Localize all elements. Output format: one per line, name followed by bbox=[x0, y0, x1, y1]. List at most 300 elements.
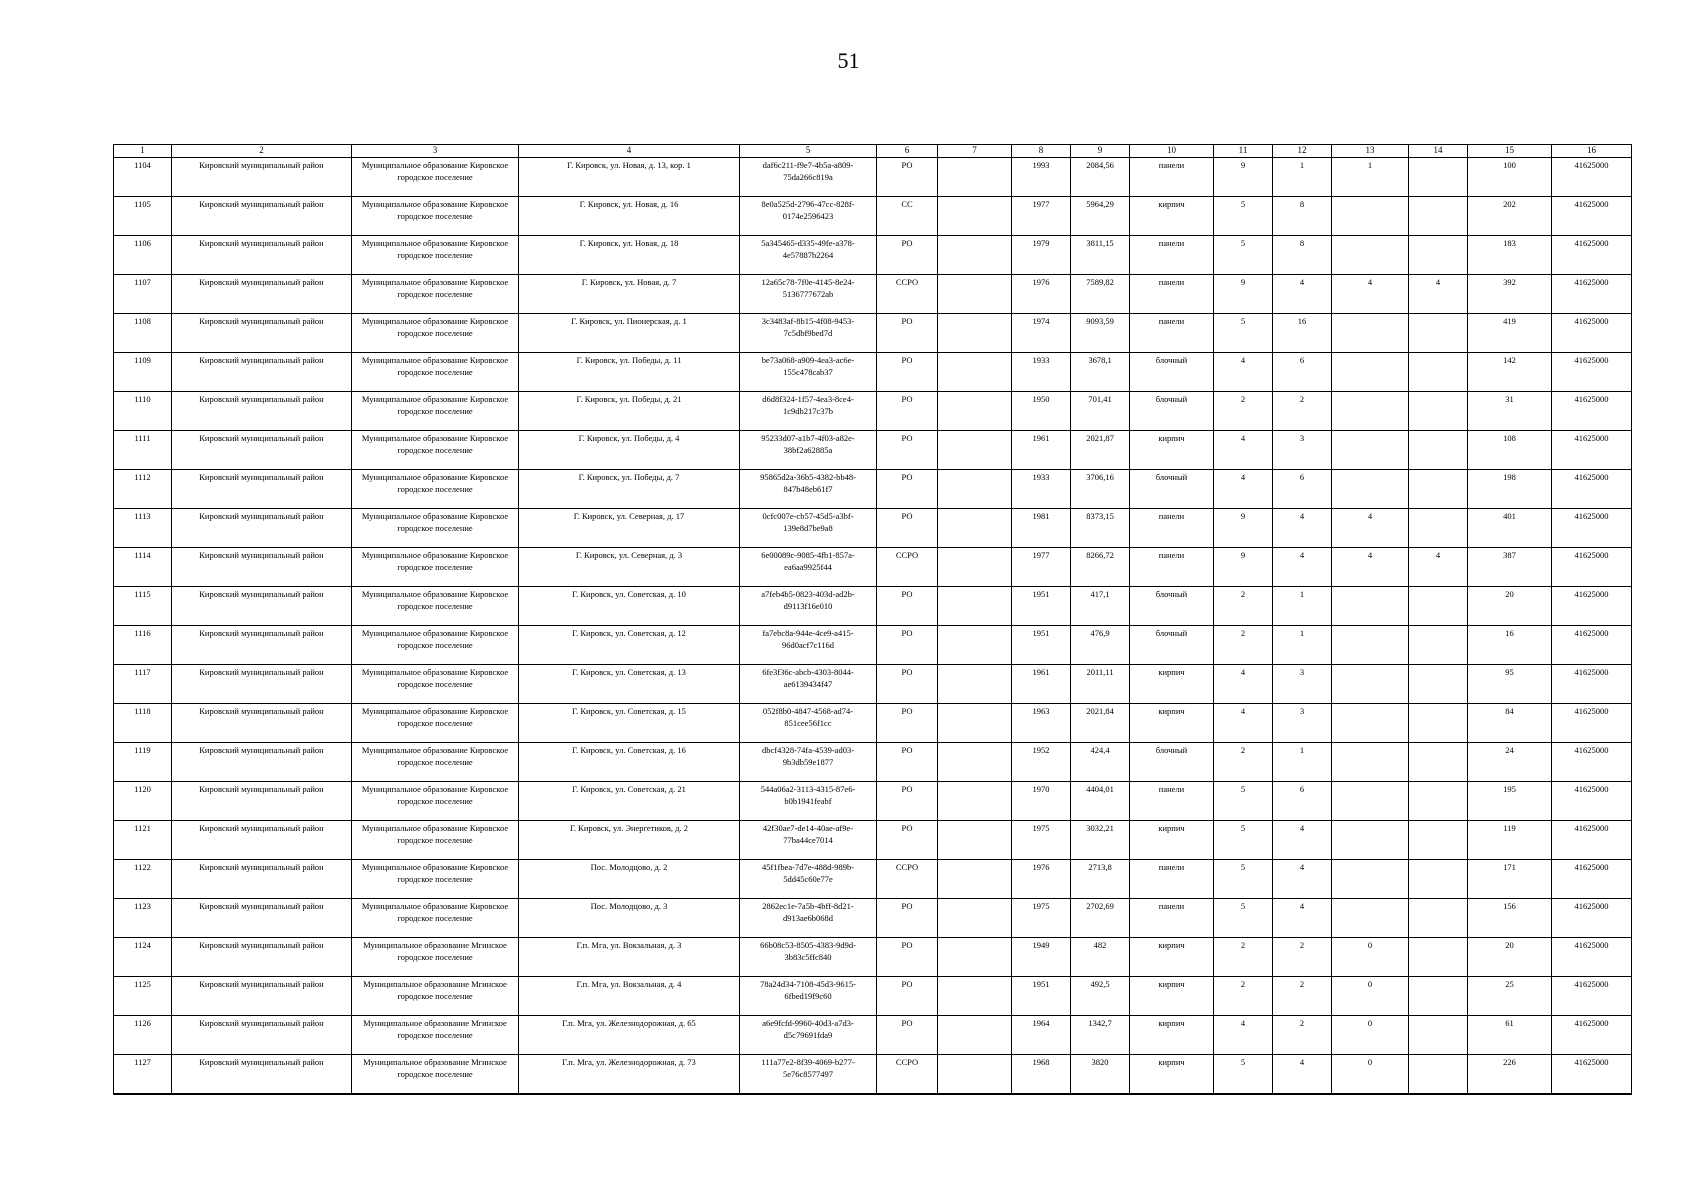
table-cell-col-11: 4 bbox=[1214, 1016, 1273, 1055]
table-cell-col-2: Кировский муниципальный район bbox=[172, 392, 352, 431]
table-cell-col-2: Кировский муниципальный район bbox=[172, 275, 352, 314]
table-cell-col-3: Муниципальное образование Кировское городское поселение bbox=[352, 431, 519, 470]
table-cell-col-7 bbox=[938, 509, 1012, 548]
table-cell-col-16: 41625000 bbox=[1552, 314, 1632, 353]
table-cell-col-13: 4 bbox=[1332, 275, 1409, 314]
table-cell-col-10: кирпич bbox=[1130, 197, 1214, 236]
table-cell-col-13 bbox=[1332, 743, 1409, 782]
table-row bbox=[114, 821, 1632, 860]
table-cell-col-15: 156 bbox=[1468, 899, 1552, 938]
table-cell-col-3: Муниципальное образование Кировское городское поселение bbox=[352, 860, 519, 899]
table-cell-col-7 bbox=[938, 587, 1012, 626]
table-cell-col-5: d6d8f324-1f57-4ea3-8ce4-1c9db217c37b bbox=[740, 392, 877, 431]
table-cell-col-4: Г. Кировск, ул. Новая, д. 7 bbox=[519, 275, 740, 314]
table-cell-col-1: 1116 bbox=[114, 626, 172, 665]
table-row bbox=[114, 275, 1632, 314]
table-cell-col-5: be73a068-a909-4ea3-ac6e-155c478cab37 bbox=[740, 353, 877, 392]
table-cell-col-9: 5964,29 bbox=[1071, 197, 1130, 236]
table-cell-col-13 bbox=[1332, 626, 1409, 665]
table-cell-col-7 bbox=[938, 353, 1012, 392]
table-row bbox=[114, 470, 1632, 509]
table-cell-col-2: Кировский муниципальный район bbox=[172, 548, 352, 587]
table-cell-col-9: 701,41 bbox=[1071, 392, 1130, 431]
table-cell-col-5: 95233d07-a1b7-4f03-a82e-38bf2a62885a bbox=[740, 431, 877, 470]
table-cell-col-12: 4 bbox=[1273, 899, 1332, 938]
table-cell-col-8: 1993 bbox=[1012, 158, 1071, 197]
table-cell-col-1: 1117 bbox=[114, 665, 172, 704]
column-header-15: 15 bbox=[1468, 145, 1552, 158]
table-cell-col-6: РО bbox=[877, 821, 938, 860]
table-cell-col-5: daf6c211-f9e7-4b5a-a809-75da266c819a bbox=[740, 158, 877, 197]
table-cell-col-12: 1 bbox=[1273, 158, 1332, 197]
table-cell-col-2: Кировский муниципальный район bbox=[172, 704, 352, 743]
table-cell-col-16: 41625000 bbox=[1552, 938, 1632, 977]
table-cell-col-13: 0 bbox=[1332, 938, 1409, 977]
table-row bbox=[114, 860, 1632, 899]
table-cell-col-11: 9 bbox=[1214, 509, 1273, 548]
table-cell-col-9: 4404,01 bbox=[1071, 782, 1130, 821]
table-cell-col-4: Г. Кировск, ул. Советская, д. 10 bbox=[519, 587, 740, 626]
table-cell-col-7 bbox=[938, 977, 1012, 1016]
table-cell-col-11: 4 bbox=[1214, 431, 1273, 470]
table-cell-col-5: 6e00089c-9085-4fb1-857a-ea6aa9925f44 bbox=[740, 548, 877, 587]
table-cell-col-1: 1115 bbox=[114, 587, 172, 626]
table-cell-col-12: 4 bbox=[1273, 860, 1332, 899]
table-cell-col-3: Муниципальное образование Кировское городское поселение bbox=[352, 548, 519, 587]
table-cell-col-2: Кировский муниципальный район bbox=[172, 197, 352, 236]
table-cell-col-16: 41625000 bbox=[1552, 548, 1632, 587]
table-cell-col-13 bbox=[1332, 704, 1409, 743]
table-cell-col-15: 119 bbox=[1468, 821, 1552, 860]
table-cell-col-3: Муниципальное образование Кировское городское поселение bbox=[352, 314, 519, 353]
table-row bbox=[114, 938, 1632, 977]
table-body bbox=[114, 158, 1632, 1095]
table-cell-col-2: Кировский муниципальный район bbox=[172, 860, 352, 899]
table-cell-col-1: 1124 bbox=[114, 938, 172, 977]
table-cell-col-4: Пос. Молодцово, д. 2 bbox=[519, 860, 740, 899]
table-cell-col-14 bbox=[1409, 743, 1468, 782]
table-cell-col-3: Муниципальное образование Мгинское городское поселение bbox=[352, 1055, 519, 1095]
table-cell-col-4: Г. Кировск, ул. Советская, д. 12 bbox=[519, 626, 740, 665]
table-row bbox=[114, 314, 1632, 353]
table-cell-col-3: Муниципальное образование Кировское городское поселение bbox=[352, 275, 519, 314]
table-cell-col-12: 2 bbox=[1273, 392, 1332, 431]
table-cell-col-10: блочный bbox=[1130, 587, 1214, 626]
table-cell-col-4: Г. Кировск, ул. Новая, д. 16 bbox=[519, 197, 740, 236]
table-row bbox=[114, 431, 1632, 470]
table-row bbox=[114, 782, 1632, 821]
table-cell-col-15: 419 bbox=[1468, 314, 1552, 353]
table-cell-col-11: 2 bbox=[1214, 977, 1273, 1016]
table-cell-col-10: панели bbox=[1130, 158, 1214, 197]
table-cell-col-1: 1111 bbox=[114, 431, 172, 470]
table-cell-col-14 bbox=[1409, 314, 1468, 353]
table-cell-col-16: 41625000 bbox=[1552, 470, 1632, 509]
table-cell-col-8: 1961 bbox=[1012, 665, 1071, 704]
table-cell-col-4: Г.п. Мга, ул. Вокзальная, д. 3 bbox=[519, 938, 740, 977]
table-cell-col-7 bbox=[938, 314, 1012, 353]
table-cell-col-15: 24 bbox=[1468, 743, 1552, 782]
table-cell-col-16: 41625000 bbox=[1552, 860, 1632, 899]
table-cell-col-3: Муниципальное образование Кировское городское поселение bbox=[352, 392, 519, 431]
table-cell-col-12: 6 bbox=[1273, 470, 1332, 509]
table-cell-col-13: 0 bbox=[1332, 1016, 1409, 1055]
table-cell-col-4: Г. Кировск, ул. Советская, д. 16 bbox=[519, 743, 740, 782]
table-cell-col-5: a7feb4b5-0823-403d-ad2b-d9113f16e010 bbox=[740, 587, 877, 626]
table-cell-col-4: Г. Кировск, ул. Северная, д. 3 bbox=[519, 548, 740, 587]
table-cell-col-11: 5 bbox=[1214, 314, 1273, 353]
table-header-row bbox=[114, 145, 1632, 158]
table-cell-col-2: Кировский муниципальный район bbox=[172, 509, 352, 548]
table-row bbox=[114, 1016, 1632, 1055]
table-cell-col-6: ССРО bbox=[877, 275, 938, 314]
table-cell-col-4: Г. Кировск, ул. Советская, д. 21 bbox=[519, 782, 740, 821]
table-cell-col-10: кирпич bbox=[1130, 665, 1214, 704]
table-cell-col-10: блочный bbox=[1130, 626, 1214, 665]
column-header-1: 1 bbox=[114, 145, 172, 158]
table-cell-col-11: 5 bbox=[1214, 236, 1273, 275]
table-cell-col-14: 4 bbox=[1409, 275, 1468, 314]
table-cell-col-1: 1109 bbox=[114, 353, 172, 392]
table-cell-col-16: 41625000 bbox=[1552, 626, 1632, 665]
table-cell-col-5: 052f8b0-4847-4568-ad74-851cee56f1cc bbox=[740, 704, 877, 743]
table-cell-col-2: Кировский муниципальный район bbox=[172, 665, 352, 704]
table-cell-col-11: 2 bbox=[1214, 938, 1273, 977]
table-cell-col-6: РО bbox=[877, 665, 938, 704]
table-cell-col-2: Кировский муниципальный район bbox=[172, 899, 352, 938]
table-cell-col-2: Кировский муниципальный район bbox=[172, 431, 352, 470]
table-cell-col-12: 4 bbox=[1273, 509, 1332, 548]
table-cell-col-16: 41625000 bbox=[1552, 1055, 1632, 1095]
table-cell-col-7 bbox=[938, 899, 1012, 938]
table-row bbox=[114, 197, 1632, 236]
table-cell-col-13 bbox=[1332, 665, 1409, 704]
table-cell-col-15: 401 bbox=[1468, 509, 1552, 548]
table-cell-col-10: блочный bbox=[1130, 470, 1214, 509]
table-cell-col-6: РО bbox=[877, 392, 938, 431]
table-cell-col-7 bbox=[938, 626, 1012, 665]
table-cell-col-9: 1342,7 bbox=[1071, 1016, 1130, 1055]
table-cell-col-14 bbox=[1409, 587, 1468, 626]
table-cell-col-13 bbox=[1332, 821, 1409, 860]
table-cell-col-8: 1977 bbox=[1012, 197, 1071, 236]
table-cell-col-15: 226 bbox=[1468, 1055, 1552, 1095]
table-cell-col-9: 2021,84 bbox=[1071, 704, 1130, 743]
table-cell-col-1: 1119 bbox=[114, 743, 172, 782]
table-cell-col-11: 9 bbox=[1214, 158, 1273, 197]
table-cell-col-10: панели bbox=[1130, 275, 1214, 314]
table-cell-col-11: 2 bbox=[1214, 743, 1273, 782]
table-cell-col-5: 95865d2a-36b5-4382-bb48-847b48eb61f7 bbox=[740, 470, 877, 509]
table-cell-col-14 bbox=[1409, 1055, 1468, 1095]
table-cell-col-12: 4 bbox=[1273, 275, 1332, 314]
table-cell-col-8: 1977 bbox=[1012, 548, 1071, 587]
table-cell-col-6: РО bbox=[877, 236, 938, 275]
table-cell-col-9: 2084,56 bbox=[1071, 158, 1130, 197]
table-cell-col-7 bbox=[938, 548, 1012, 587]
table-cell-col-9: 2713,8 bbox=[1071, 860, 1130, 899]
table-cell-col-1: 1120 bbox=[114, 782, 172, 821]
table-cell-col-9: 8266,72 bbox=[1071, 548, 1130, 587]
table-row bbox=[114, 743, 1632, 782]
table-cell-col-9: 3811,15 bbox=[1071, 236, 1130, 275]
table-row bbox=[114, 704, 1632, 743]
table-cell-col-8: 1950 bbox=[1012, 392, 1071, 431]
table-cell-col-6: ССРО bbox=[877, 548, 938, 587]
table-cell-col-5: dbcf4328-74fa-4539-ad03-9b3db59e1877 bbox=[740, 743, 877, 782]
table-cell-col-3: Муниципальное образование Кировское городское поселение bbox=[352, 899, 519, 938]
table-cell-col-7 bbox=[938, 1016, 1012, 1055]
table-cell-col-13: 0 bbox=[1332, 977, 1409, 1016]
table-cell-col-7 bbox=[938, 431, 1012, 470]
table-row bbox=[114, 548, 1632, 587]
table-cell-col-10: кирпич bbox=[1130, 704, 1214, 743]
table-cell-col-5: 0cfc007e-cb57-45d5-a3bf-139e8d7be9a8 bbox=[740, 509, 877, 548]
table-cell-col-3: Муниципальное образование Кировское городское поселение bbox=[352, 704, 519, 743]
table-cell-col-14 bbox=[1409, 470, 1468, 509]
table-cell-col-3: Муниципальное образование Кировское городское поселение bbox=[352, 626, 519, 665]
table-cell-col-16: 41625000 bbox=[1552, 899, 1632, 938]
table-cell-col-16: 41625000 bbox=[1552, 743, 1632, 782]
table-cell-col-16: 41625000 bbox=[1552, 392, 1632, 431]
table-cell-col-14 bbox=[1409, 704, 1468, 743]
table-cell-col-6: РО bbox=[877, 704, 938, 743]
table-cell-col-9: 3678,1 bbox=[1071, 353, 1130, 392]
table-cell-col-4: Г. Кировск, ул. Новая, д. 18 bbox=[519, 236, 740, 275]
table-cell-col-1: 1121 bbox=[114, 821, 172, 860]
column-header-4: 4 bbox=[519, 145, 740, 158]
table-cell-col-2: Кировский муниципальный район bbox=[172, 353, 352, 392]
table-cell-col-8: 1951 bbox=[1012, 626, 1071, 665]
table-cell-col-13 bbox=[1332, 860, 1409, 899]
table-cell-col-1: 1113 bbox=[114, 509, 172, 548]
table-cell-col-13 bbox=[1332, 353, 1409, 392]
column-header-7: 7 bbox=[938, 145, 1012, 158]
table-cell-col-14 bbox=[1409, 899, 1468, 938]
table-cell-col-6: РО bbox=[877, 626, 938, 665]
table-cell-col-9: 2021,87 bbox=[1071, 431, 1130, 470]
table-cell-col-10: кирпич bbox=[1130, 938, 1214, 977]
table-cell-col-7 bbox=[938, 197, 1012, 236]
table-cell-col-13 bbox=[1332, 782, 1409, 821]
table-cell-col-13: 4 bbox=[1332, 548, 1409, 587]
table-cell-col-3: Муниципальное образование Кировское городское поселение bbox=[352, 158, 519, 197]
table-cell-col-5: 2862ec1e-7a5b-4bff-8d21-d913ae6b068d bbox=[740, 899, 877, 938]
table-cell-col-5: 5a345465-d335-49fe-a378-4e57887b2264 bbox=[740, 236, 877, 275]
table-cell-col-4: Г.п. Мга, ул. Железнодорожная, д. 65 bbox=[519, 1016, 740, 1055]
table-cell-col-4: Г. Кировск, ул. Пионерская, д. 1 bbox=[519, 314, 740, 353]
table-cell-col-13 bbox=[1332, 470, 1409, 509]
table-cell-col-16: 41625000 bbox=[1552, 197, 1632, 236]
table-cell-col-13 bbox=[1332, 314, 1409, 353]
table-cell-col-11: 9 bbox=[1214, 275, 1273, 314]
table-cell-col-12: 1 bbox=[1273, 587, 1332, 626]
table-cell-col-3: Муниципальное образование Кировское городское поселение bbox=[352, 665, 519, 704]
table-cell-col-15: 198 bbox=[1468, 470, 1552, 509]
table-cell-col-12: 2 bbox=[1273, 977, 1332, 1016]
table-cell-col-16: 41625000 bbox=[1552, 665, 1632, 704]
table-cell-col-6: РО bbox=[877, 314, 938, 353]
table-cell-col-16: 41625000 bbox=[1552, 236, 1632, 275]
table-cell-col-14 bbox=[1409, 197, 1468, 236]
table-cell-col-15: 142 bbox=[1468, 353, 1552, 392]
table-cell-col-2: Кировский муниципальный район bbox=[172, 236, 352, 275]
table-cell-col-1: 1118 bbox=[114, 704, 172, 743]
table-cell-col-8: 1975 bbox=[1012, 821, 1071, 860]
table-cell-col-11: 4 bbox=[1214, 704, 1273, 743]
table-cell-col-3: Муниципальное образование Кировское городское поселение bbox=[352, 509, 519, 548]
table-cell-col-13 bbox=[1332, 431, 1409, 470]
table-cell-col-10: кирпич bbox=[1130, 821, 1214, 860]
table-cell-col-2: Кировский муниципальный район bbox=[172, 1016, 352, 1055]
table-cell-col-6: РО bbox=[877, 431, 938, 470]
table-cell-col-7 bbox=[938, 470, 1012, 509]
table-cell-col-4: Г. Кировск, ул. Победы, д. 7 bbox=[519, 470, 740, 509]
table-cell-col-3: Муниципальное образование Кировское городское поселение bbox=[352, 197, 519, 236]
table-cell-col-5: a6e9fcfd-9960-40d3-a7d3-d5c79691fda9 bbox=[740, 1016, 877, 1055]
column-header-16: 16 bbox=[1552, 145, 1632, 158]
table-cell-col-16: 41625000 bbox=[1552, 782, 1632, 821]
page-number: 51 bbox=[837, 48, 860, 73]
table-cell-col-12: 1 bbox=[1273, 626, 1332, 665]
table-cell-col-3: Муниципальное образование Мгинское городское поселение bbox=[352, 977, 519, 1016]
table-cell-col-11: 5 bbox=[1214, 821, 1273, 860]
table-cell-col-14 bbox=[1409, 626, 1468, 665]
table-cell-col-1: 1110 bbox=[114, 392, 172, 431]
table-cell-col-10: панели bbox=[1130, 236, 1214, 275]
table-cell-col-1: 1105 bbox=[114, 197, 172, 236]
table-cell-col-11: 2 bbox=[1214, 392, 1273, 431]
table-cell-col-11: 4 bbox=[1214, 353, 1273, 392]
table-cell-col-1: 1123 bbox=[114, 899, 172, 938]
table-cell-col-5: 66b08c53-8505-4383-9d9d-3b83c5ffc840 bbox=[740, 938, 877, 977]
table-cell-col-14 bbox=[1409, 977, 1468, 1016]
table-cell-col-8: 1964 bbox=[1012, 1016, 1071, 1055]
table-cell-col-3: Муниципальное образование Мгинское городское поселение bbox=[352, 938, 519, 977]
table-cell-col-11: 5 bbox=[1214, 782, 1273, 821]
table-cell-col-8: 1975 bbox=[1012, 899, 1071, 938]
table-cell-col-14 bbox=[1409, 509, 1468, 548]
table-cell-col-9: 482 bbox=[1071, 938, 1130, 977]
table-cell-col-14 bbox=[1409, 431, 1468, 470]
table-cell-col-6: ССРО bbox=[877, 1055, 938, 1095]
table-cell-col-3: Муниципальное образование Кировское городское поселение bbox=[352, 470, 519, 509]
table-cell-col-1: 1122 bbox=[114, 860, 172, 899]
table-cell-col-8: 1968 bbox=[1012, 1055, 1071, 1095]
table-cell-col-6: РО bbox=[877, 158, 938, 197]
table-cell-col-10: кирпич bbox=[1130, 1016, 1214, 1055]
table-row bbox=[114, 1055, 1632, 1095]
table-cell-col-8: 1974 bbox=[1012, 314, 1071, 353]
table-cell-col-9: 7589,82 bbox=[1071, 275, 1130, 314]
table-cell-col-7 bbox=[938, 665, 1012, 704]
table-cell-col-6: СС bbox=[877, 197, 938, 236]
table-cell-col-16: 41625000 bbox=[1552, 509, 1632, 548]
table-cell-col-6: РО bbox=[877, 743, 938, 782]
column-header-14: 14 bbox=[1409, 145, 1468, 158]
table-cell-col-14 bbox=[1409, 782, 1468, 821]
table-cell-col-5: 6fe3f36c-abcb-4303-8044-ae6139434f47 bbox=[740, 665, 877, 704]
table-cell-col-15: 171 bbox=[1468, 860, 1552, 899]
table-cell-col-4: Г. Кировск, ул. Победы, д. 4 bbox=[519, 431, 740, 470]
table-cell-col-10: панели bbox=[1130, 782, 1214, 821]
table-cell-col-12: 4 bbox=[1273, 548, 1332, 587]
table-cell-col-12: 16 bbox=[1273, 314, 1332, 353]
table-cell-col-8: 1976 bbox=[1012, 860, 1071, 899]
column-header-2: 2 bbox=[172, 145, 352, 158]
table-cell-col-3: Муниципальное образование Мгинское городское поселение bbox=[352, 1016, 519, 1055]
table-cell-col-6: ССРО bbox=[877, 860, 938, 899]
table-cell-col-8: 1961 bbox=[1012, 431, 1071, 470]
table-cell-col-6: РО bbox=[877, 470, 938, 509]
table-cell-col-9: 8373,15 bbox=[1071, 509, 1130, 548]
table-cell-col-11: 2 bbox=[1214, 587, 1273, 626]
table-cell-col-6: РО bbox=[877, 353, 938, 392]
table-cell-col-13: 4 bbox=[1332, 509, 1409, 548]
table-row bbox=[114, 587, 1632, 626]
table-row bbox=[114, 236, 1632, 275]
table-cell-col-14 bbox=[1409, 158, 1468, 197]
table-cell-col-3: Муниципальное образование Кировское городское поселение bbox=[352, 821, 519, 860]
table-cell-col-11: 5 bbox=[1214, 1055, 1273, 1095]
table-cell-col-8: 1981 bbox=[1012, 509, 1071, 548]
table-cell-col-12: 4 bbox=[1273, 821, 1332, 860]
table-row bbox=[114, 899, 1632, 938]
table-cell-col-15: 202 bbox=[1468, 197, 1552, 236]
table-cell-col-15: 84 bbox=[1468, 704, 1552, 743]
table-cell-col-11: 9 bbox=[1214, 548, 1273, 587]
table-cell-col-4: Г. Кировск, ул. Советская, д. 15 bbox=[519, 704, 740, 743]
table-cell-col-9: 3032,21 bbox=[1071, 821, 1130, 860]
table-cell-col-5: 111a77e2-8f39-4069-b277-5e76c8577497 bbox=[740, 1055, 877, 1095]
table-cell-col-7 bbox=[938, 938, 1012, 977]
table-cell-col-10: панели bbox=[1130, 548, 1214, 587]
table-row bbox=[114, 509, 1632, 548]
table-cell-col-15: 387 bbox=[1468, 548, 1552, 587]
table-cell-col-7 bbox=[938, 704, 1012, 743]
table-cell-col-15: 31 bbox=[1468, 392, 1552, 431]
table-row bbox=[114, 665, 1632, 704]
table-cell-col-10: панели bbox=[1130, 509, 1214, 548]
table-cell-col-10: блочный bbox=[1130, 353, 1214, 392]
table-cell-col-16: 41625000 bbox=[1552, 1016, 1632, 1055]
table-cell-col-4: Г. Кировск, ул. Новая, д. 13, кор. 1 bbox=[519, 158, 740, 197]
table-cell-col-10: кирпич bbox=[1130, 1055, 1214, 1095]
table-cell-col-4: Г. Кировск, ул. Победы, д. 11 bbox=[519, 353, 740, 392]
table-cell-col-12: 3 bbox=[1273, 665, 1332, 704]
table-cell-col-13: 1 bbox=[1332, 158, 1409, 197]
table-cell-col-15: 392 bbox=[1468, 275, 1552, 314]
table-cell-col-7 bbox=[938, 860, 1012, 899]
table-cell-col-2: Кировский муниципальный район bbox=[172, 938, 352, 977]
table-cell-col-1: 1106 bbox=[114, 236, 172, 275]
table-cell-col-14 bbox=[1409, 353, 1468, 392]
table-cell-col-9: 2702,69 bbox=[1071, 899, 1130, 938]
table-cell-col-14 bbox=[1409, 938, 1468, 977]
table-cell-col-11: 5 bbox=[1214, 899, 1273, 938]
table-cell-col-8: 1949 bbox=[1012, 938, 1071, 977]
table-cell-col-12: 3 bbox=[1273, 704, 1332, 743]
table-cell-col-2: Кировский муниципальный район bbox=[172, 626, 352, 665]
table-cell-col-2: Кировский муниципальный район bbox=[172, 743, 352, 782]
table-cell-col-8: 1933 bbox=[1012, 470, 1071, 509]
table-cell-col-10: панели bbox=[1130, 860, 1214, 899]
table-cell-col-1: 1112 bbox=[114, 470, 172, 509]
column-header-13: 13 bbox=[1332, 145, 1409, 158]
table-cell-col-7 bbox=[938, 392, 1012, 431]
table-cell-col-7 bbox=[938, 1055, 1012, 1095]
table-cell-col-9: 9093,59 bbox=[1071, 314, 1130, 353]
